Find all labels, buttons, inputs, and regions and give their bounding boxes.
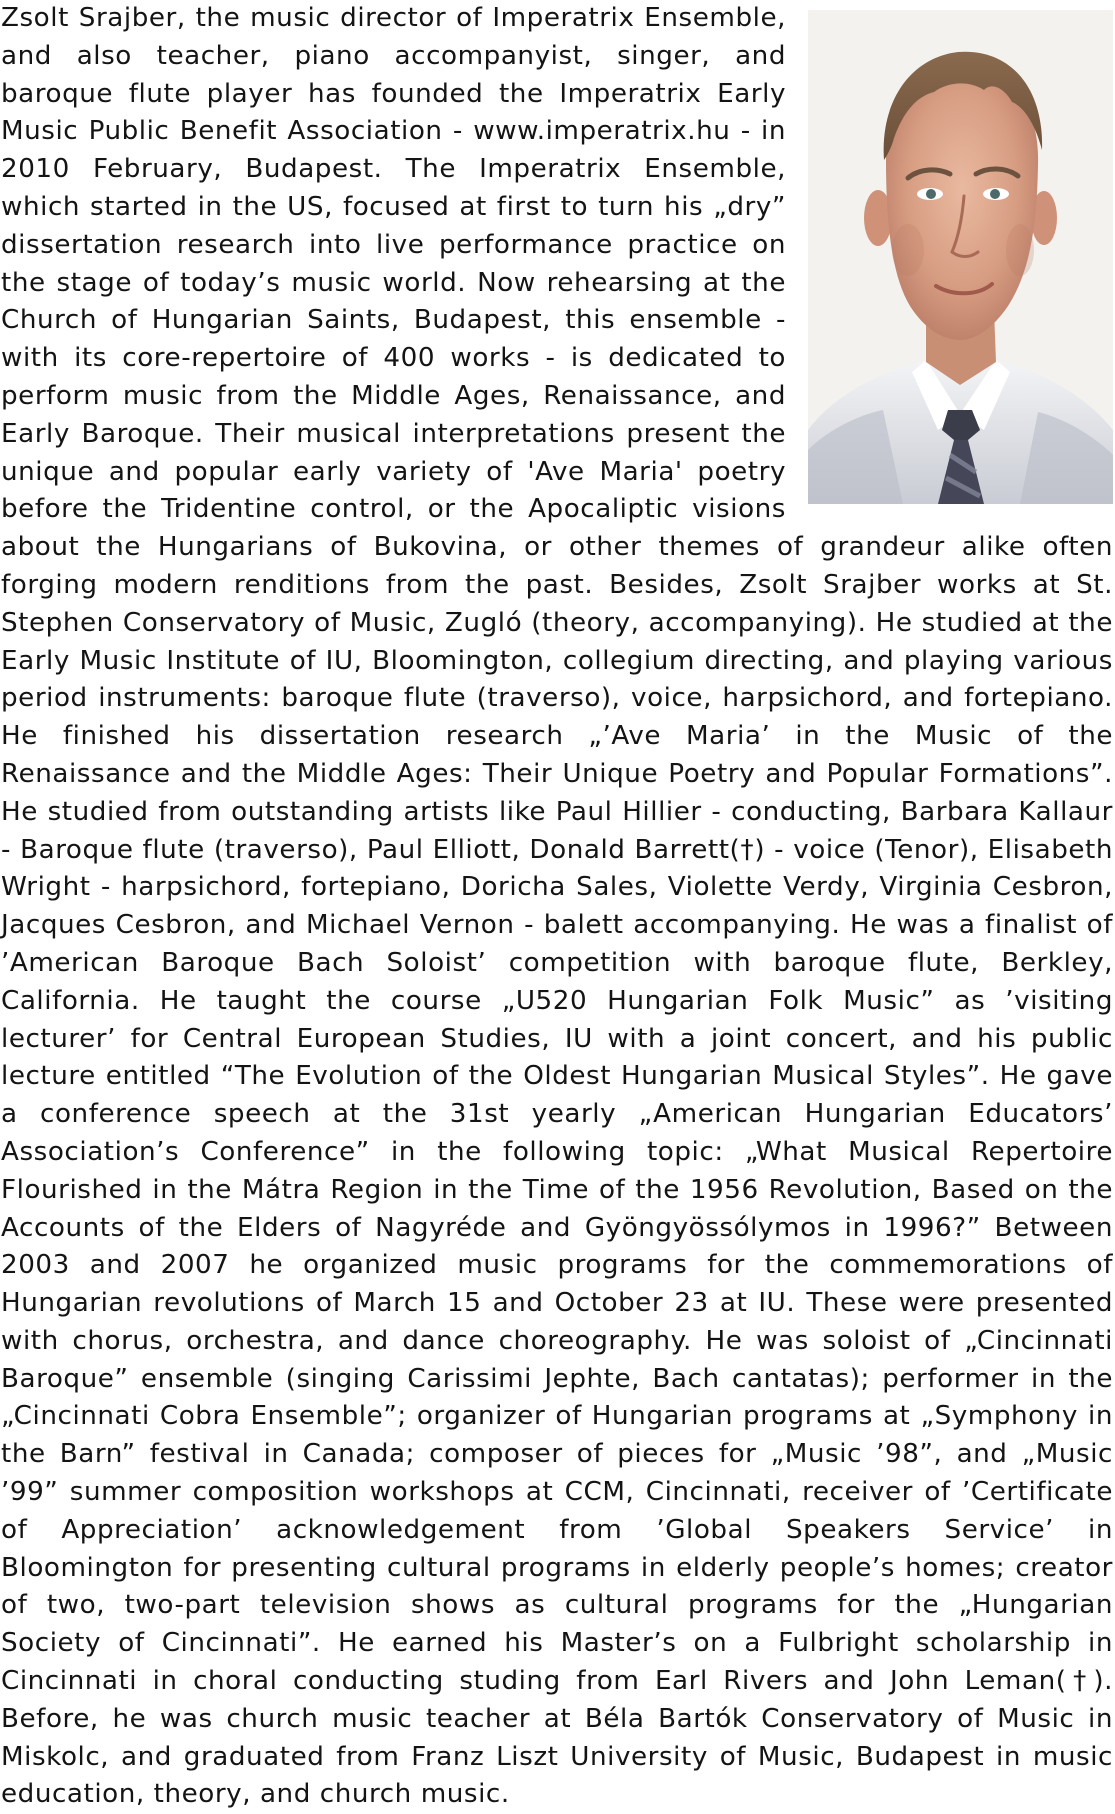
biography-text: Zsolt Srajber, the music director of Imperatrix Ensemble, and also teacher, piano accompanyist, singer, and baroque flute player has founded the Imperatrix Early Music Public Benefit Association - www.imperatrix.hu - in 2010 February, Budapest. The Imperatrix Ensemble, which started in the US, focused at first to turn his „dry” dissertation research into live performance practice on the stage of today’s music world. Now rehearsing at the Church of Hungarian Saints, Budapest, this ensemble - with its core-repertoire of 400 works - is dedicated to perform music from the Middle Ages, Renaissance, and Early Baroque. Their musical interpretations present the unique and popular early variety of 'Ave Maria' poetry before the Tridentine control, or the Apocaliptic visions about the Hungarians of Bukovina, or other themes of grandeur alike often forging modern renditions from the past. Besides, Zsolt Srajber works at St. Stephen Conservatory of Music, Zugló (theory, accompanying). He studied at the Early Music Institute of IU, Bloomington, collegium directing, and playing various period instruments: baroque flute (traverso), voice, harpsichord, and fortepiano. He finished his dissertation research „’Ave Maria’ in the Music of the Renaissance and the Middle Ages: Their Unique Poetry and Popular Formations”. He studied from outstanding artists like Paul Hillier - conducting, Barbara Kallaur - Baroque flute (traverso), Paul Elliott, Donald Barrett(†) - voice (Tenor), Elisabeth Wright - harpsichord, fortepiano, Doricha Sales, Violette Verdy, Virginia Cesbron, Jacques Cesbron, and Michael Vernon - balett accompanying. He was a finalist of ’American Baroque Bach Soloist’ competition with baroque flute, Berkley, California. He taught the course „U520 Hungarian Folk Music” as ’visiting lecturer’ for Central European Studies, IU with a joint concert, and his public lecture entitled “The Evolution of the Oldest Hungarian Musical Styles”. He gave a conference speech at the 31st yearly „American Hungarian Educators’ Association’s Conference” in the following topic: „What Musical Repertoire Flourished in the Mátra Region in the Time of the 1956 Revolution, Based on the Accounts of the Elders of Nagyréde and Gyöngyössólymos in 1996?” Between 2003 and 2007 he organized music programs for the commemorations of Hungarian revolutions of March 15 and October 23 at IU. These were presented with chorus, orchestra, and dance choreography. He was soloist of „Cincinnati Baroque” ensemble (singing Carissimi Jephte, Bach cantatas); performer in the „Cincinnati Cobra Ensemble”; organizer of Hungarian programs at „Symphony in the Barn” festival in Canada; composer of pieces for „Music ’98”, and „Music ’99” summer composition workshops at CCM, Cincinnati, receiver of ’Certificate of Appreciation’ acknowledgement from ’Global Speakers Service’ in Bloomington for presenting cultural programs in elderly people’s homes; creator of two, two-part television shows as cultural programs for the „Hungarian Society of Cincinnati”. He earned his Master’s on a Fulbright scholarship in Cincinnati in choral conducting studing from Earl Rivers and John Leman(†). Before, he was church music teacher at Béla Bartók Conservatory of Music in Miskolc, and graduated from Franz Liszt University of Music, Budapest in music education, theory, and church music. <box>1 3 1113 1810</box>
person-portrait-icon <box>808 10 1113 504</box>
portrait-photo <box>808 10 1113 504</box>
